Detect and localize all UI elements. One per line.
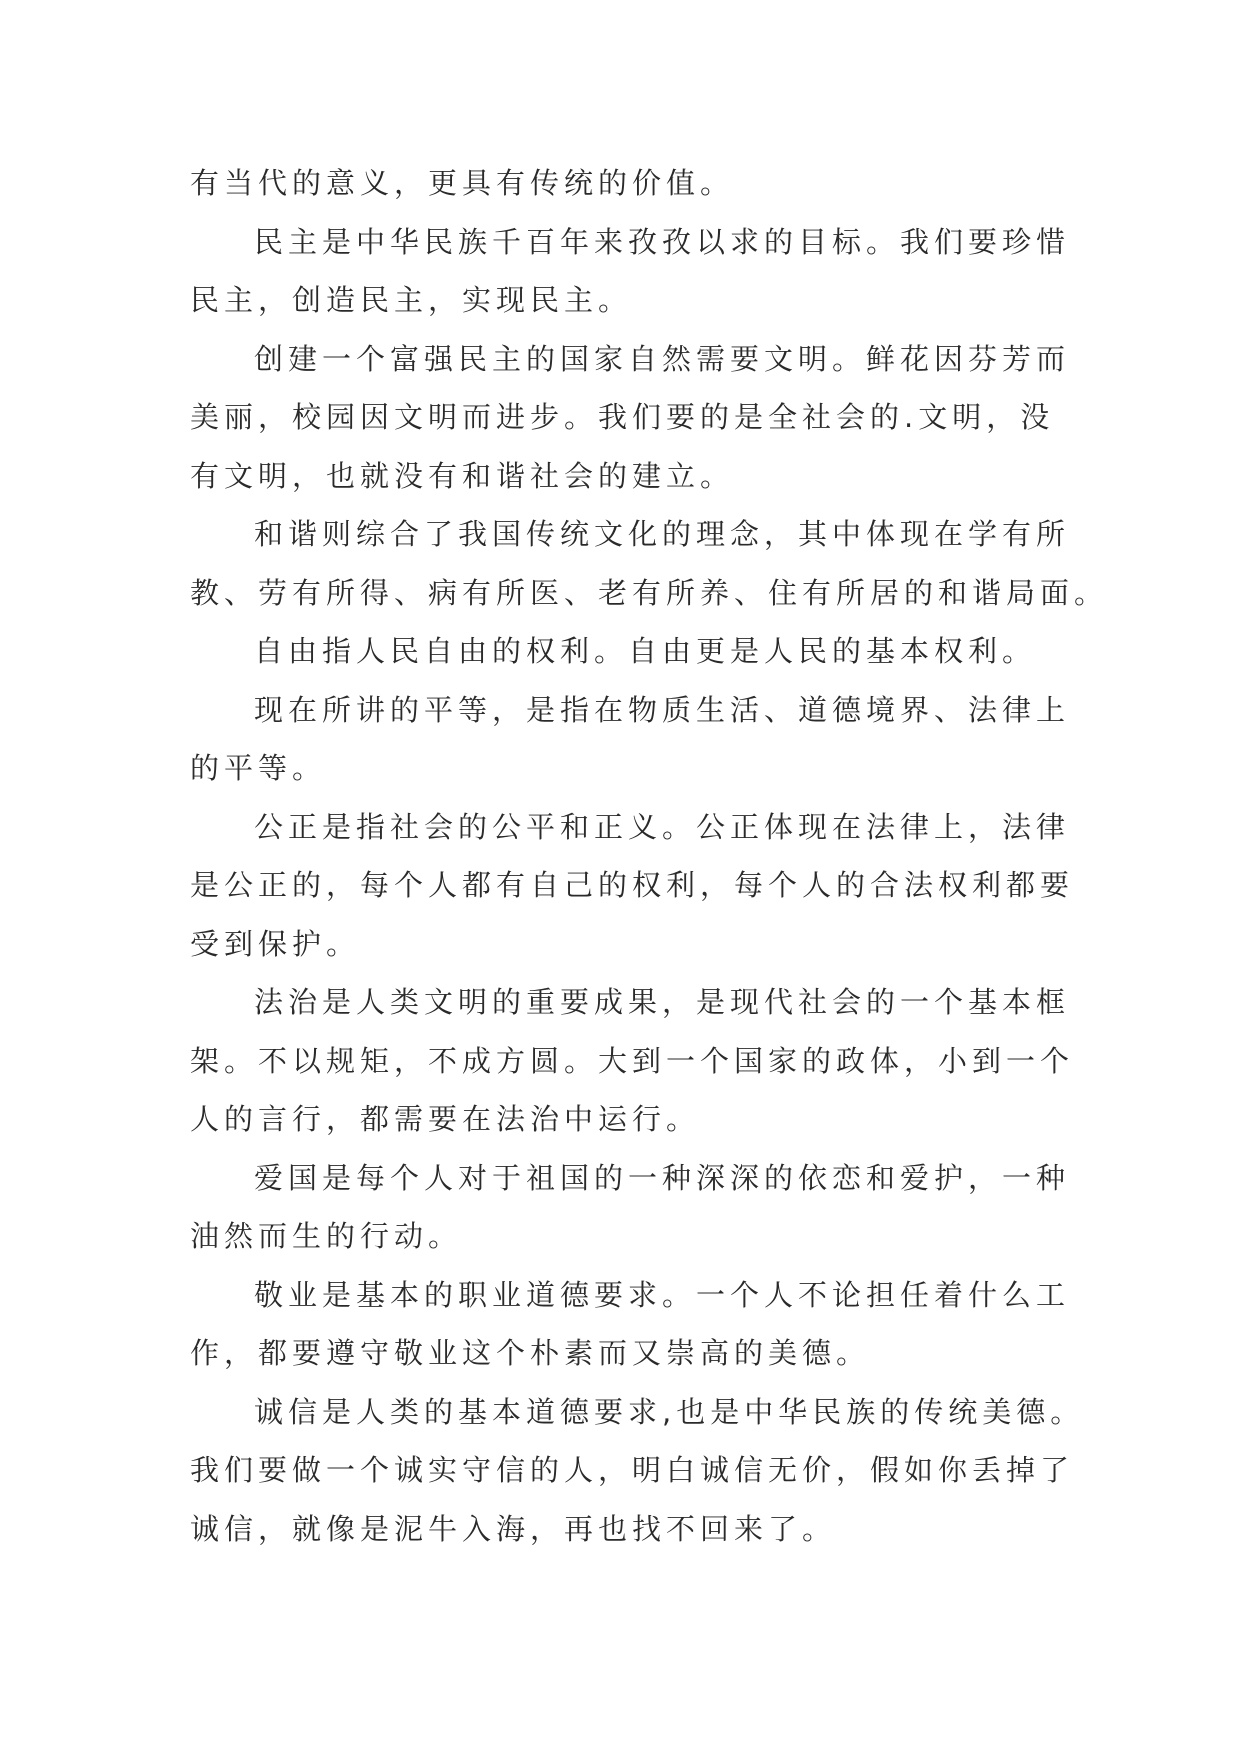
text-line: 创建一个富强民主的国家自然需要文明。鲜花因芬芳而 (254, 341, 1071, 376)
paragraph-continuation (190, 154, 1052, 213)
text-line: 现在所讲的平等，是指在物质生活、道德境界、法律上 (254, 692, 1071, 727)
text-line: 法治是人类文明的重要成果，是现代社会的一个基本框 (254, 985, 1071, 1019)
text-line: 的平等。 (190, 751, 327, 785)
text-line: 是公正的，每个人都有自己的权利，每个人的合法权利都要 (190, 868, 1075, 902)
text-line: 敬业是基本的职业道德要求。一个人不论担任着什么工 (254, 1277, 1071, 1312)
paragraph-harmony (190, 505, 1109, 622)
text-line: 受到保护。 (190, 926, 361, 961)
paragraph-rule-of-law (190, 973, 1075, 1149)
paragraph-justice (190, 798, 1075, 974)
text-line: 教、劳有所得、病有所医、老有所养、住有所居的和谐局面。 (190, 575, 1109, 610)
text-line: 自由指人民自由的权利。自由更是人民的基本权利。 (254, 634, 1037, 668)
text-line: 诚信，就像是泥牛入海，再也找不回来了。 (190, 1511, 837, 1546)
text-line: 公正是指社会的公平和正义。公正体现在法律上，法律 (254, 809, 1071, 844)
text-line: 架。不以规矩，不成方圆。大到一个国家的政体，小到一个 (190, 1043, 1075, 1078)
paragraph-patriotism (190, 1149, 1071, 1266)
paragraph-integrity (190, 1383, 1085, 1559)
text-line: 油然而生的行动。 (190, 1219, 463, 1253)
text-line: 诚信是人类的基本道德要求,也是中华民族的传统美德。 (254, 1394, 1085, 1429)
text-line: 作，都要遵守敬业这个朴素而又崇高的美德。 (190, 1336, 871, 1370)
text-line: 和谐则综合了我国传统文化的理念，其中体现在学有所 (254, 517, 1071, 551)
paragraph-equality (190, 681, 1071, 798)
text-line: 人的言行，都需要在法治中运行。 (190, 1102, 701, 1136)
paragraph-freedom (190, 622, 1052, 681)
text-line: 美丽，校园因文明而进步。我们要的是全社会的.文明，没 (190, 400, 1055, 434)
text-line: 有文明，也就没有和谐社会的建立。 (190, 458, 735, 493)
document-body (190, 154, 1109, 1558)
text-line: 有当代的意义，更具有传统的价值。 (190, 166, 735, 200)
text-line: 我们要做一个诚实守信的人，明白诚信无价，假如你丢掉了 (190, 1453, 1075, 1487)
paragraph-civility (190, 330, 1071, 506)
paragraph-dedication (190, 1266, 1071, 1383)
text-line: 民主是中华民族千百年来孜孜以求的目标。我们要珍惜 (254, 224, 1071, 259)
paragraph-democracy (190, 213, 1071, 330)
text-line: 爱国是每个人对于祖国的一种深深的依恋和爱护，一种 (254, 1160, 1071, 1195)
text-line: 民主，创造民主，实现民主。 (190, 283, 633, 317)
